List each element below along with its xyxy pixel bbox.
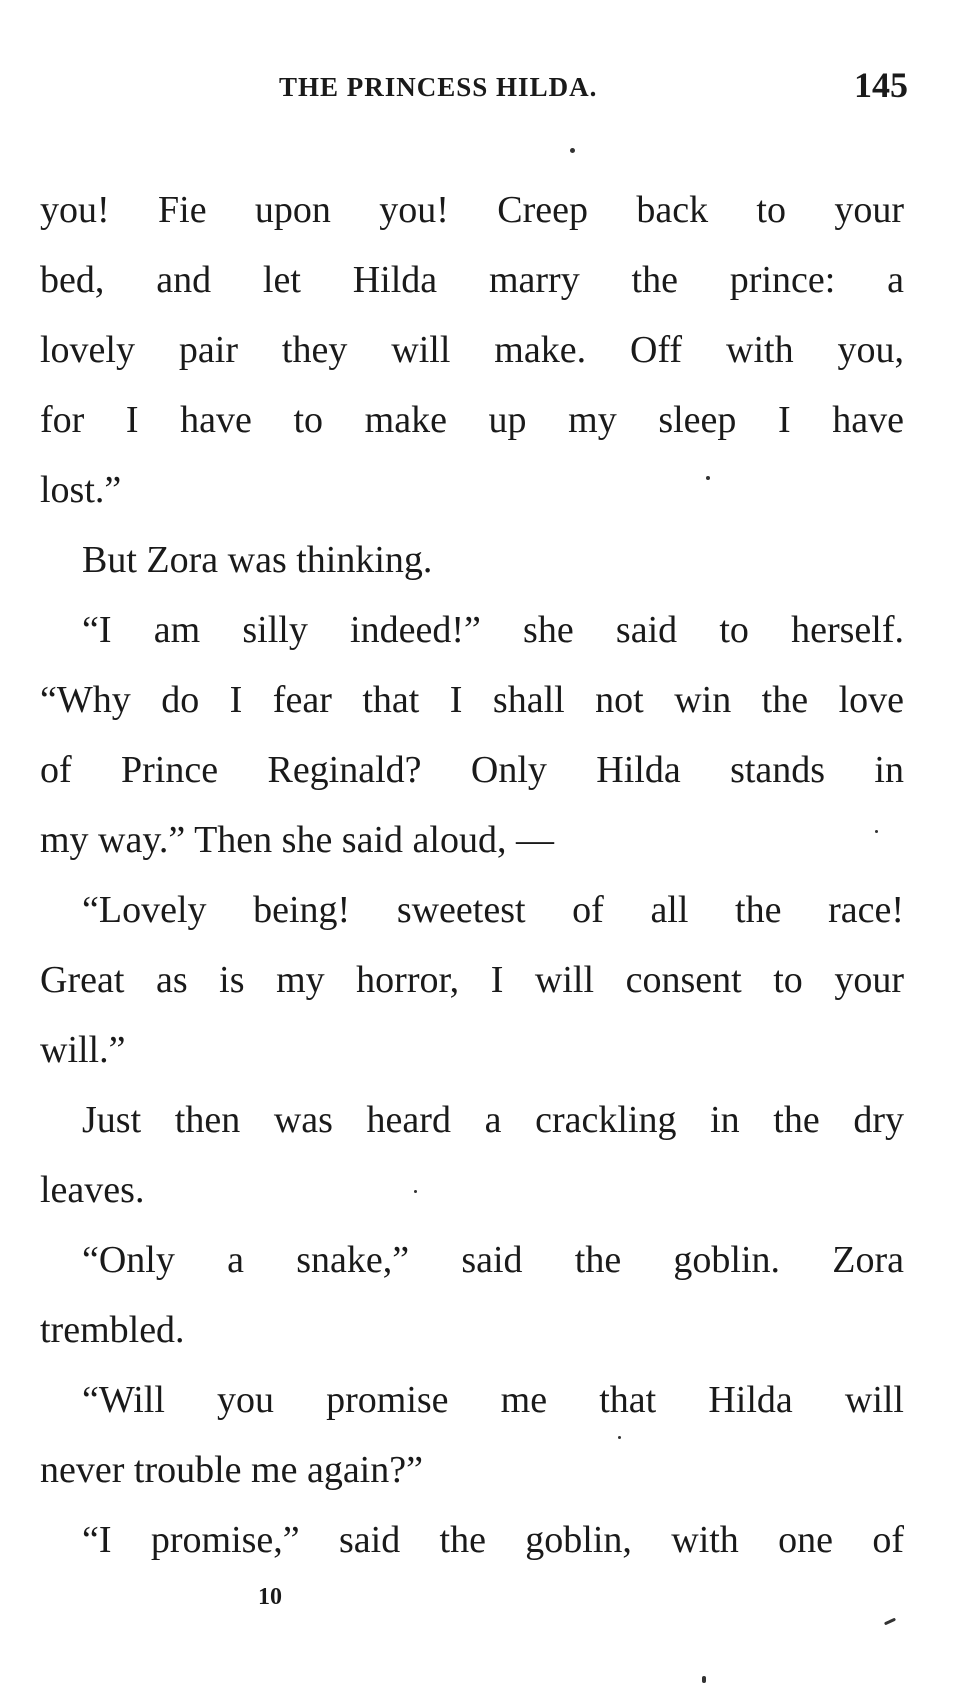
text-line: “Will you promise me that Hilda will <box>82 1379 904 1421</box>
text-line: But Zora was thinking. <box>82 539 433 581</box>
text-line: “Lovely being! sweetest of all the race! <box>82 889 904 931</box>
text-line: of Prince Reginald? Only Hilda stands in <box>40 749 904 791</box>
scan-speck <box>875 830 878 833</box>
text-line: my way.” Then she said aloud, — <box>40 819 554 861</box>
text-line: “Why do I fear that I shall not win the love <box>40 679 904 721</box>
body-text <box>40 175 904 1575</box>
text-line: for I have to make up my sleep I have <box>40 399 904 441</box>
text-line: “I am silly indeed!” she said to herself. <box>82 609 904 651</box>
scan-speck <box>570 148 575 153</box>
text-line: “Only a snake,” said the goblin. Zora <box>82 1239 904 1281</box>
scan-speck <box>706 476 710 480</box>
text-line: leaves. <box>40 1169 145 1211</box>
scan-speck <box>702 1676 706 1683</box>
text-line: lovely pair they will make. Off with you, <box>40 329 904 371</box>
text-line: trembled. <box>40 1309 185 1351</box>
text-line: you! Fie upon you! Creep back to your <box>40 189 904 231</box>
text-line: “I promise,” said the goblin, with one of <box>82 1519 904 1561</box>
text-line: Great as is my horror, I will consent to your <box>40 959 904 1001</box>
scan-speck <box>618 1436 621 1439</box>
scan-speck <box>884 1618 896 1626</box>
text-line: lost.” <box>40 469 122 511</box>
text-line: Just then was heard a crackling in the dry <box>82 1099 904 1141</box>
text-line: bed, and let Hilda marry the prince: a <box>40 259 904 301</box>
page-number: 145 <box>854 65 908 105</box>
signature-mark: 10 <box>258 1584 282 1610</box>
scan-speck <box>414 1190 417 1193</box>
running-head: THE PRINCESS HILDA. <box>279 72 598 102</box>
text-line: will.” <box>40 1029 126 1071</box>
text-line: never trouble me again?” <box>40 1449 423 1491</box>
